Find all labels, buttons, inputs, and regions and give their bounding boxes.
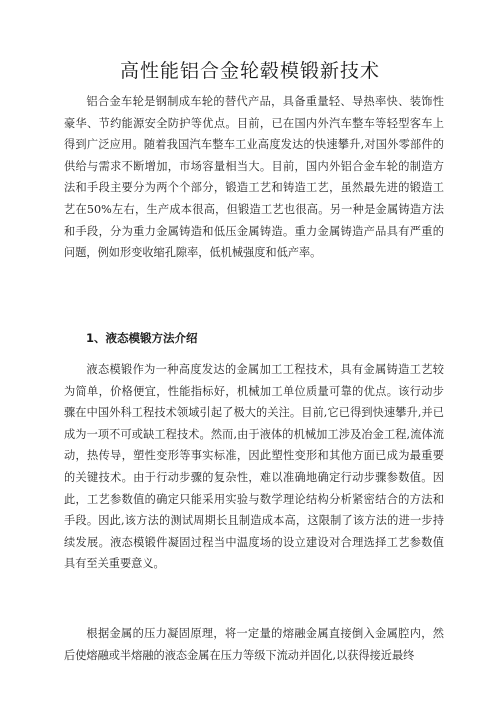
section-heading: 1、液态模锻方法介绍 [86, 331, 198, 345]
document-title: 高性能铝合金轮毂模锻新技术 [119, 60, 380, 82]
paragraph-intro: 铝合金车轮是钢制成车轮的替代产品，具备重量轻、导热率快、装饰性豪华、节约能源安全防护等优点。目前，已在国内外汽车整车等轻型客车上得到广泛应用。随着我国汽车整车工业高度发达的快速攀升,对国外零部件的供给与需求不断增加，市场容量相当大。目前，国内外铝合金车轮的制造方法和手段主要分为两个个部分，锻造工艺和铸造工艺，虽然最先进的锻造工艺在50%左右，生产成本很高，但锻造工艺也很高。另一种是金属铸造方法和手段，分为重力金属铸造和低压金属铸造。重力金属铸造产品具有严重的问题，例如形变收缩孔隙率，低机械强度和低产率。 [64, 95, 444, 260]
paragraph-principle: 根据金属的压力凝固原理，将一定量的熔融金属直接倒入金属腔内，然后使熔融或半熔融的液态金属在压力等级下流动并固化,以获得接近最终 [64, 627, 444, 662]
paragraph-method: 液态模锻作为一种高度发达的金属加工工程技术，具有金属铸造工艺较为简单，价格便宜，性能指标好，机械加工单位质量可靠的优点。该行动步骤在中国外科工程技术领域引起了极大的关注。目前,它已得到快速攀升,并已成为一项不可或缺工程技术。然而,由于液体的机械加工涉及冶金工程,流体流动，热传导，塑性变形等事实标准，因此塑性变形和其他方面已成为最重要的关键技术。由于行动步骤的复杂性，难以准确地确定行动步骤参数值。因此，工艺参数值的确定只能采用实验与数学理论结构分析紧密结合的方法和手段。因此,该方法的测试周期长且制造成本高，这限制了该方法的进一步持续发展。液态模锻件凝固过程当中温度场的设立建设对合理选择工艺参数值具有至关重要意义。 [64, 363, 444, 571]
